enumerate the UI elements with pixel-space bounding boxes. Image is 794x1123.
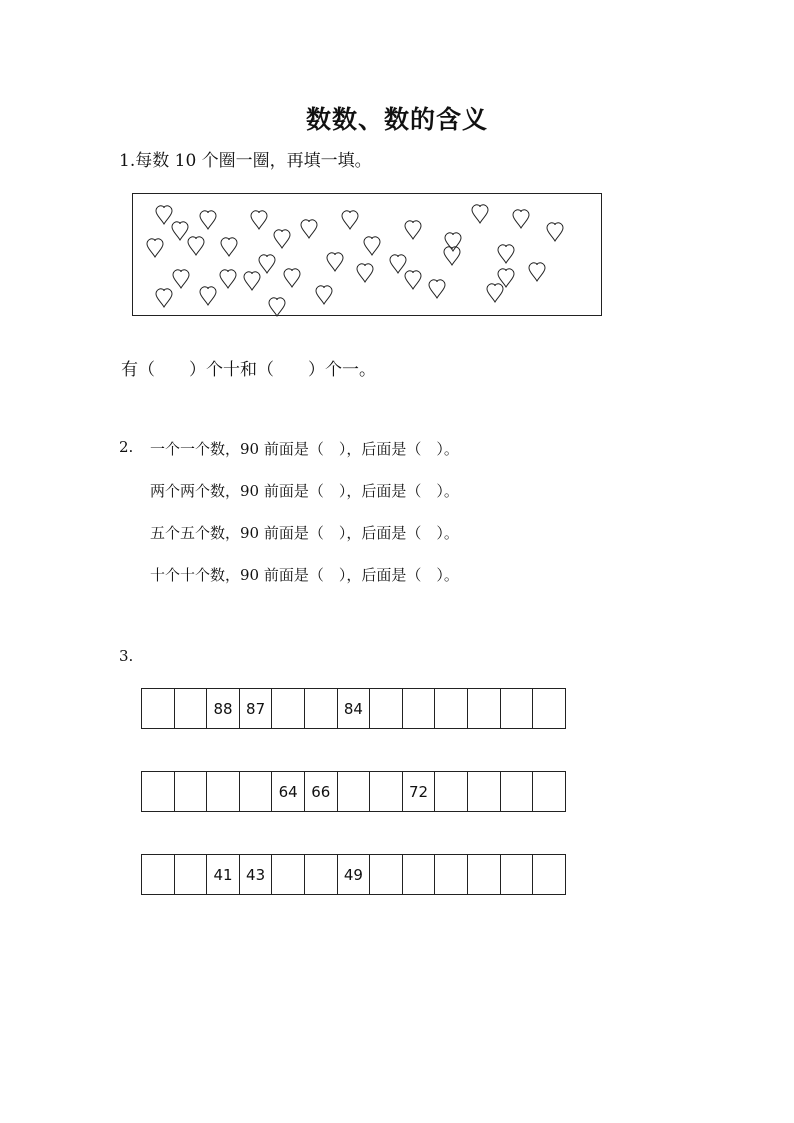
grid-cell <box>434 771 468 812</box>
grid-cell: 72 <box>402 771 436 812</box>
heart-outline-icon <box>173 270 189 288</box>
heart-outline-icon <box>269 298 285 316</box>
heart-outline-icon <box>498 245 514 263</box>
grid-cell <box>369 854 403 895</box>
grid-cell <box>271 854 305 895</box>
heart-outline-icon <box>259 255 275 273</box>
heart-outline-icon <box>274 230 290 248</box>
heart-outline-icon <box>327 253 343 271</box>
question-2-line-2: 两个两个数，90 前面是（ ），后面是（ ）。 <box>150 482 459 500</box>
heart-outline-icon <box>301 220 317 238</box>
number-grid-row-1 <box>141 688 566 729</box>
number-grid-row-2 <box>141 771 566 812</box>
heart-outline-icon <box>390 255 406 273</box>
grid-cell <box>500 688 534 729</box>
grid-cell <box>467 688 501 729</box>
question-2-line-1: 一个一个数，90 前面是（ ），后面是（ ）。 <box>150 440 459 458</box>
heart-outline-icon <box>357 264 373 282</box>
grid-cell <box>532 688 566 729</box>
question-2-number: 2. <box>119 438 134 456</box>
grid-cell <box>141 771 175 812</box>
grid-cell: 88 <box>206 688 240 729</box>
heart-outline-icon <box>244 272 260 290</box>
heart-outline-icon <box>472 205 488 223</box>
heart-outline-icon <box>405 221 421 239</box>
heart-outline-icon <box>529 263 545 281</box>
heart-outline-icon <box>220 270 236 288</box>
heart-outline-icon <box>188 237 204 255</box>
grid-cell: 49 <box>337 854 371 895</box>
heart-outline-icon <box>284 269 300 287</box>
heart-outline-icon <box>221 238 237 256</box>
grid-cell <box>141 688 175 729</box>
grid-cell <box>467 854 501 895</box>
grid-cell <box>500 771 534 812</box>
heart-outline-icon <box>364 237 380 255</box>
heart-outline-icon <box>513 210 529 228</box>
grid-cell: 41 <box>206 854 240 895</box>
grid-cell <box>206 771 240 812</box>
grid-cell <box>500 854 534 895</box>
grid-cell <box>304 854 338 895</box>
heart-outline-icon <box>200 211 216 229</box>
grid-cell: 64 <box>271 771 305 812</box>
heart-outline-icon <box>251 211 267 229</box>
heart-outline-icon <box>342 211 358 229</box>
grid-cell <box>532 771 566 812</box>
grid-cell <box>434 854 468 895</box>
grid-cell <box>434 688 468 729</box>
heart-outline-icon <box>316 286 332 304</box>
heart-outline-icon <box>172 222 188 240</box>
hearts-group <box>133 194 603 317</box>
question-3-number: 3. <box>119 647 134 665</box>
grid-cell <box>467 771 501 812</box>
grid-cell: 66 <box>304 771 338 812</box>
grid-cell <box>304 688 338 729</box>
question-1-instruction: 1.每数 10 个圈一圈，再填一填。 <box>119 151 372 171</box>
grid-cell <box>141 854 175 895</box>
grid-cell <box>174 854 208 895</box>
heart-outline-icon <box>487 284 503 302</box>
heart-outline-icon <box>405 271 421 289</box>
heart-outline-icon <box>547 223 563 241</box>
page-title: 数数、数的含义 <box>305 105 488 134</box>
grid-cell <box>369 771 403 812</box>
grid-cell <box>369 688 403 729</box>
grid-cell <box>174 688 208 729</box>
number-grid-row-3 <box>141 854 566 895</box>
grid-cell <box>532 854 566 895</box>
heart-outline-icon <box>156 206 172 224</box>
grid-cell <box>337 771 371 812</box>
heart-outline-icon <box>200 287 216 305</box>
heart-picture-box <box>132 193 602 316</box>
question-1-answer-line: 有（ ）个十和（ ）个一。 <box>121 360 376 380</box>
grid-cell: 43 <box>239 854 273 895</box>
grid-cell <box>402 688 436 729</box>
grid-cell: 87 <box>239 688 273 729</box>
heart-outline-icon <box>429 280 445 298</box>
heart-outline-icon <box>156 289 172 307</box>
grid-cell <box>402 854 436 895</box>
grid-cell <box>271 688 305 729</box>
grid-cell: 84 <box>337 688 371 729</box>
grid-cell <box>174 771 208 812</box>
question-2-line-4: 十个十个数，90 前面是（ ），后面是（ ）。 <box>150 566 459 584</box>
question-2-line-3: 五个五个数，90 前面是（ ），后面是（ ）。 <box>150 524 459 542</box>
grid-cell <box>239 771 273 812</box>
heart-outline-icon <box>147 239 163 257</box>
